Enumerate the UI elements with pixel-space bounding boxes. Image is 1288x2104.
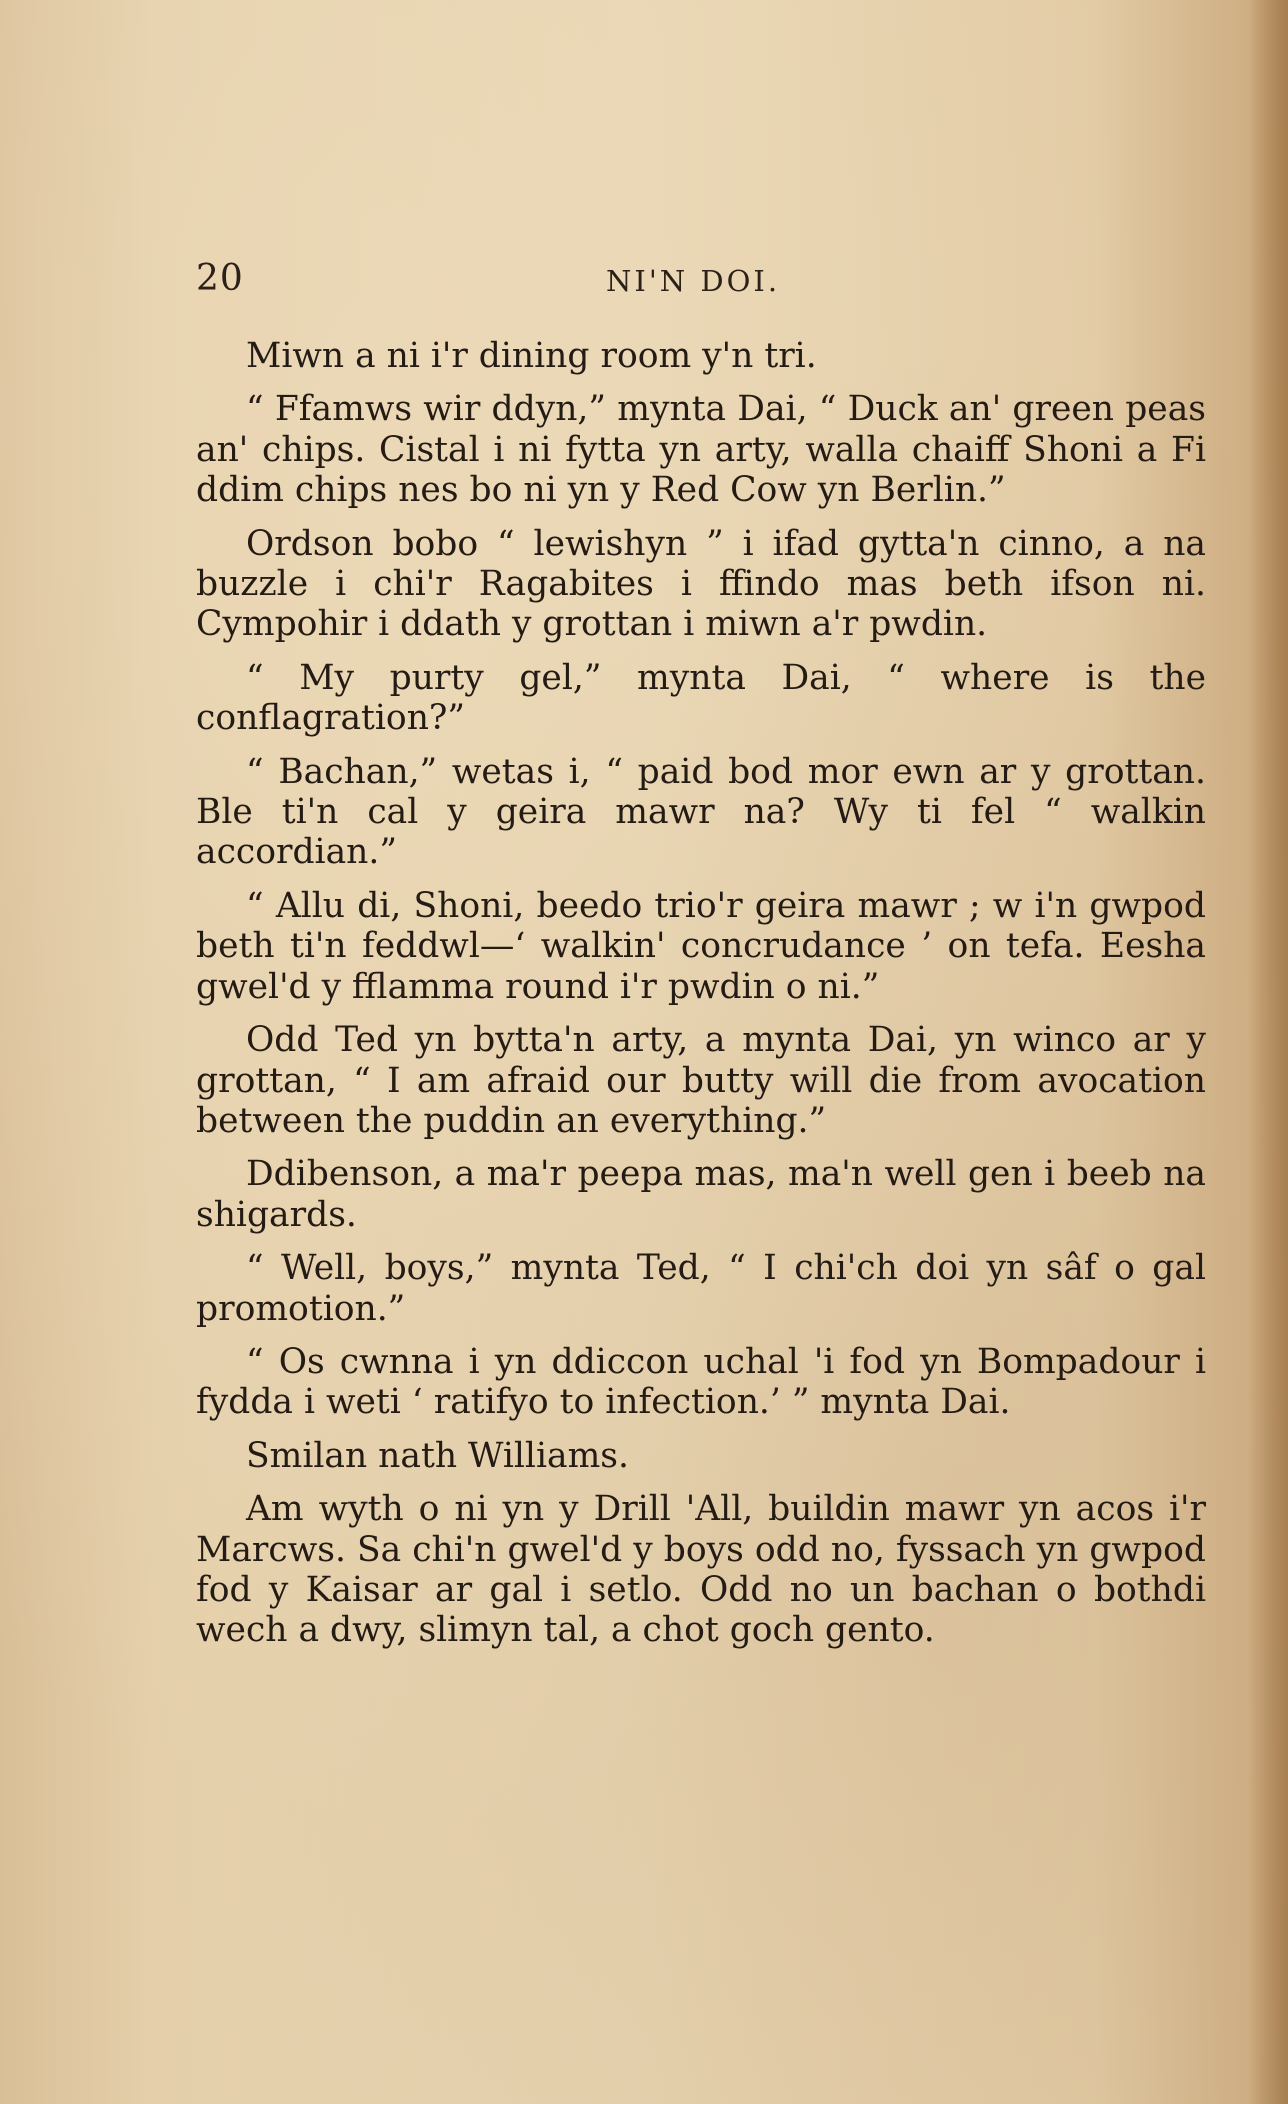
paragraph: Ordson bobo “ lewishyn ” i ifad gytta'n cinno, a na buzzle i chi'r Ragabites i ffindo mas beth ifson ni. Cympohir i ddath y grottan i miwn a'r pwdin. bbox=[196, 523, 1206, 645]
paragraph: Ddibenson, a ma'r peepa mas, ma'n well gen i beeb na shigards. bbox=[196, 1154, 1206, 1235]
paragraph: Am wyth o ni yn y Drill 'All, buildin mawr yn acos i'r Marcws. Sa chi'n gwel'd y boys odd no, fyssach yn gwpod fod y Kaisar ar gal i setlo. Odd no un bachan o bothdi wech a dwy, slimyn tal, a chot goch gento. bbox=[196, 1489, 1206, 1651]
page-edge-shadow bbox=[1248, 0, 1288, 2104]
paragraph: Smilan nath Williams. bbox=[246, 1435, 629, 1476]
paragraph: Miwn a ni i'r dining room y'n tri. bbox=[246, 336, 817, 376]
paragraph: “ Bachan,” wetas i, “ paid bod mor ewn ar y grottan. Ble ti'n cal y geira mawr na? Wy ti fel “ walkin accordian.” bbox=[196, 751, 1206, 873]
paragraph: Odd Ted yn bytta'n arty, a mynta Dai, yn winco ar y grottan, “ I am afraid our butty will die from avocation between the puddin an everything.” bbox=[196, 1020, 1206, 1141]
running-title: NI'N DOI. bbox=[606, 264, 781, 298]
page-number: 20 bbox=[196, 258, 244, 299]
body-text bbox=[196, 336, 1206, 1664]
paragraph: “ Well, boys,” mynta Ted, “ I chi'ch doi yn sâf o gal promotion.” bbox=[196, 1248, 1206, 1329]
paragraph: “ Os cwnna i yn ddiccon uchal 'i fod yn Bompadour i fydda i weti ‘ ratifyo to infection.’ ” mynta Dai. bbox=[196, 1341, 1206, 1423]
paragraph: “ My purty gel,” mynta Dai, “ where is the conflagration?” bbox=[196, 657, 1206, 739]
paragraph: “ Allu di, Shoni, beedo trio'r geira mawr ; w i'n gwpod beth ti'n feddwl—‘ walkin' concrudance ’ on tefa. Eesha gwel'd y fflamma round i'r pwdin o ni.” bbox=[196, 885, 1206, 1007]
page-header bbox=[196, 258, 1206, 302]
paragraph: “ Ffamws wir ddyn,” mynta Dai, “ Duck an' green peas an' chips. Cistal i ni fytta yn arty, walla chaiff Shoni a Fi ddim chips nes bo ni yn y Red Cow yn Berlin.” bbox=[196, 389, 1206, 511]
